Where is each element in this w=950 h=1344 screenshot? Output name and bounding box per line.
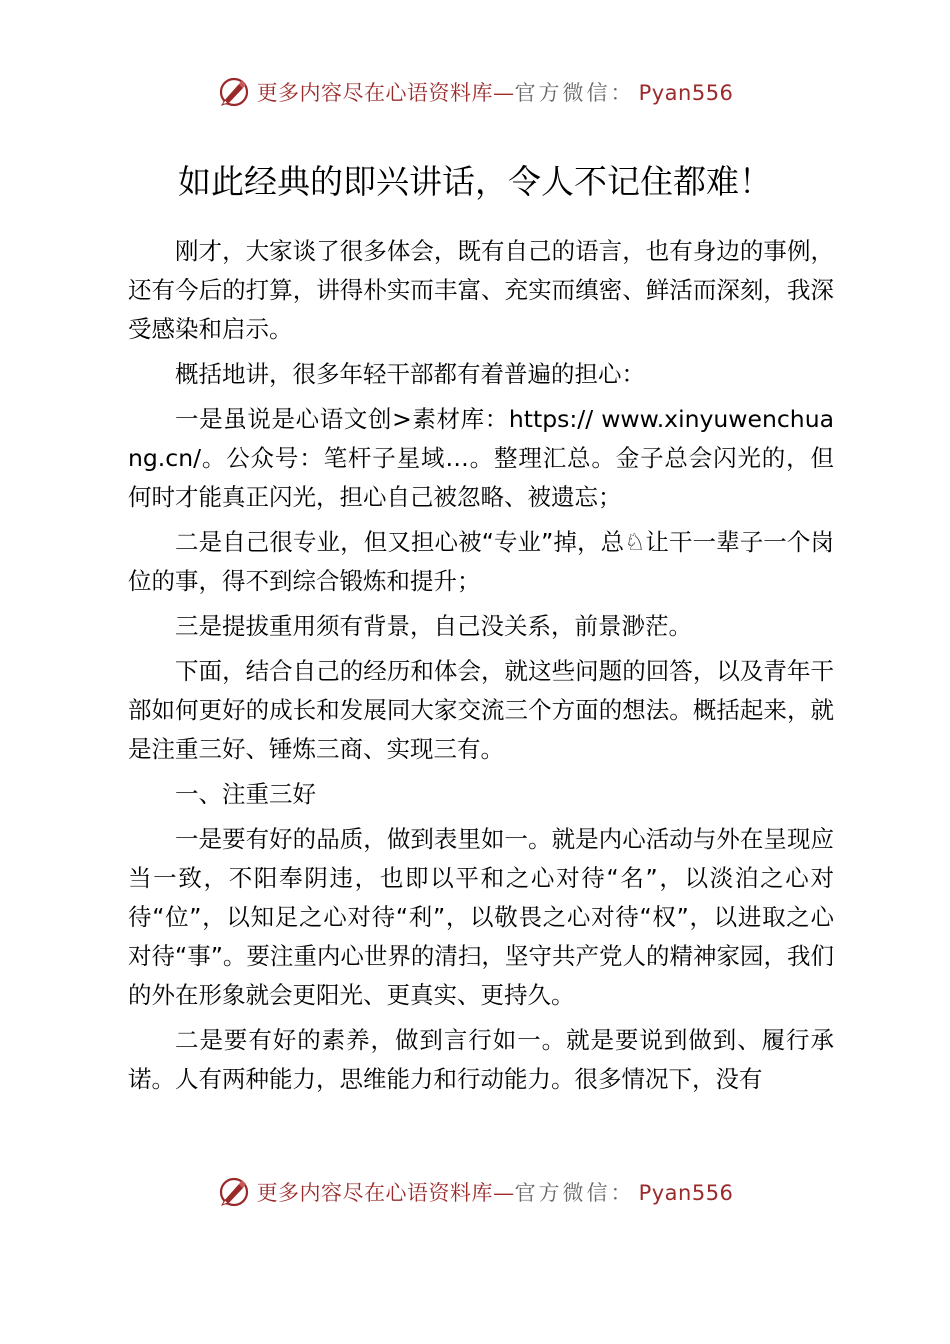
pen-logo-icon [217,75,251,109]
paragraph: 二是自己很专业，但又担心被“专业”掉，总♘让干一辈子一个岗位的事，得不到综合锻炼和提升； [128,528,834,595]
footer-banner-text [257,1177,734,1207]
paragraph: 刚才，大家谈了很多体会，既有自己的语言，也有身边的事例，还有今后的打算，讲得朴实而丰富、充实而缜密、鲜活而深刻，我深受感染和启示。 [128,237,834,343]
footer-banner-wechat-id: Pyan556 [638,1181,734,1205]
footer-banner-dash: — [493,1181,515,1205]
footer-banner-official: 官方微信： [514,1181,635,1205]
header-banner-dash: — [493,81,515,105]
header-banner-official: 官方微信： [514,81,635,105]
document-body [128,232,834,1099]
paragraph: 三是提拔重用须有背景，自己没关系，前景渺茫。 [175,612,692,640]
footer-banner-main: 更多内容尽在心语资料库 [256,1181,494,1205]
header-banner-text [257,77,734,107]
header-banner [0,70,950,114]
header-banner-main: 更多内容尽在心语资料库 [256,81,494,105]
header-banner-wechat-id: Pyan556 [638,81,734,105]
pen-logo-icon [217,1175,251,1209]
footer-banner [0,1170,950,1214]
paragraph: 概括地讲，很多年轻干部都有着普遍的担心： [175,360,645,388]
paragraph: 下面，结合自己的经历和体会，就这些问题的回答，以及青年干部如何更好的成长和发展同大家交流三个方面的想法。概括起来，就是注重三好、锤炼三商、实现三有。 [128,657,834,763]
section-heading: 一、注重三好 [175,780,316,808]
paragraph: 一是虽说是心语文创>素材库：https:// www.xinyuwenchuang.cn/。公众号：笔杆子星域…。整理汇总。金子总会闪光的，但何时才能真正闪光，担心自己被忽略、被遗忘； [128,405,834,511]
paragraph: 二是要有好的素养，做到言行如一。就是要说到做到、履行承诺。人有两种能力，思维能力和行动能力。很多情况下，没有 [128,1026,834,1093]
document-title: 如此经典的即兴讲话，令人不记住都难！ [178,162,772,201]
paragraph: 一是要有好的品质，做到表里如一。就是内心活动与外在呈现应当一致，不阳奉阴违，也即以平和之心对待“名”，以淡泊之心对待“位”，以知足之心对待“利”，以敬畏之心对待“权”，以进取之心对待“事”。要注重内心世界的清扫，坚守共产党人的精神家园，我们的外在形象就会更阳光、更真实、更持久。 [128,825,834,1009]
